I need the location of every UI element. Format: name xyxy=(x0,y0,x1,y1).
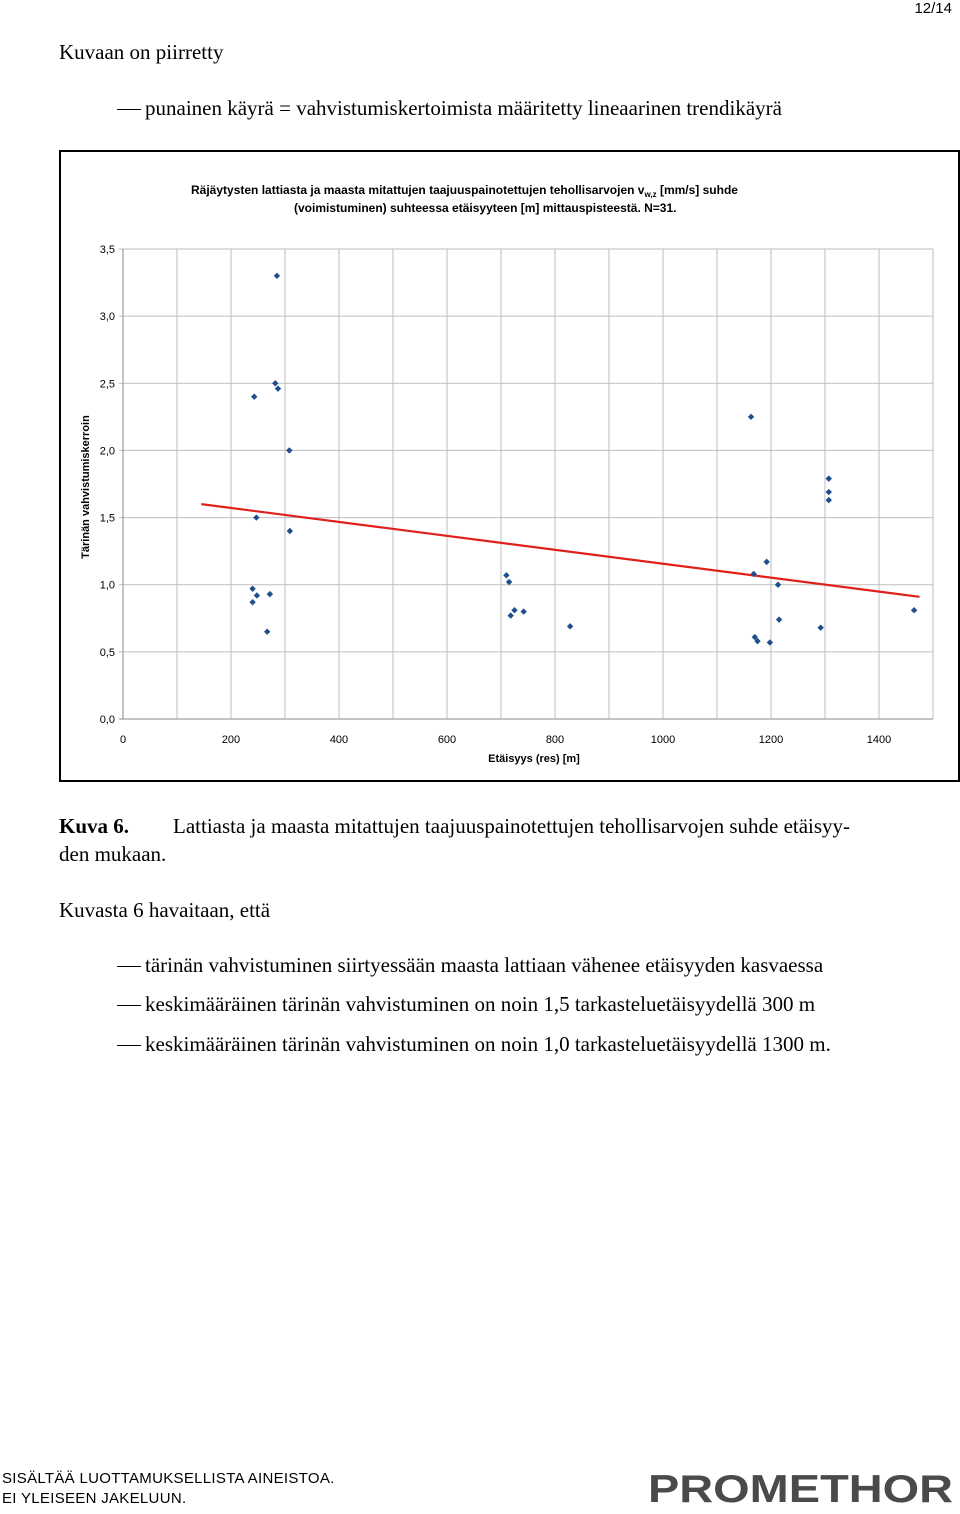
logo-wordmark: PROMETHOR xyxy=(648,1468,953,1508)
footer-line2: EI YLEISEEN JAKELUUN. xyxy=(2,1490,187,1507)
data-point xyxy=(254,592,260,598)
caption-line2: den mukaan. xyxy=(59,842,167,866)
caption-line1: Lattiasta ja maasta mitattujen taajuuspainotettujen tehollisarvojen suhde etäisyy- xyxy=(173,814,851,838)
data-point xyxy=(911,607,917,613)
observation-intro: Kuvasta 6 havaitaan, että xyxy=(59,898,271,922)
data-point xyxy=(763,559,769,565)
list-item-text: keskimääräinen tärinän vahvistuminen on noin 1,5 tarkasteluetäisyydellä 300 m xyxy=(145,992,816,1016)
data-point xyxy=(508,612,514,618)
list-item-text: tärinän vahvistuminen siirtyessään maasta lattiaan vähenee etäisyyden kasvaessa xyxy=(145,953,824,977)
data-point xyxy=(249,599,255,605)
legend-bullet-text: punainen käyrä = vahvistumiskertoimista määritetty lineaarinen trendikäyrä xyxy=(145,96,782,120)
data-point xyxy=(511,607,517,613)
chart-title-subscript: w,z xyxy=(644,190,657,199)
data-point xyxy=(826,475,832,481)
data-point xyxy=(267,591,273,597)
y-tick-label: 3,0 xyxy=(99,311,115,324)
footer-line1: SISÄLTÄÄ LUOTTAMUKSELLISTA AINEISTOA. xyxy=(2,1470,335,1487)
chart-title-suffix: [mm/s] suhde xyxy=(656,183,738,197)
data-point xyxy=(253,514,259,520)
y-tick-label: 2,5 xyxy=(99,378,115,391)
data-point xyxy=(567,623,573,629)
y-tick-label: 0,0 xyxy=(99,714,115,726)
intro-text: Kuvaan on piirretty xyxy=(59,40,224,64)
dash-icon xyxy=(117,966,141,967)
dash-icon xyxy=(117,1005,141,1006)
data-point xyxy=(748,414,754,420)
data-point xyxy=(775,582,781,588)
x-tick-label: 1200 xyxy=(758,734,784,746)
scatter-chart xyxy=(61,152,958,780)
data-point xyxy=(286,447,292,453)
data-point xyxy=(249,586,255,592)
page-number: 12/14 xyxy=(914,0,952,17)
data-point xyxy=(520,608,526,614)
x-tick-label: 1400 xyxy=(866,734,892,746)
axis-ticks xyxy=(100,244,892,746)
list-item-text: keskimääräinen tärinän vahvistuminen on noin 1,0 tarkasteluetäisyydellä 1300 m. xyxy=(145,1032,831,1056)
chart-title-line1 xyxy=(191,183,738,199)
x-tick-label: 800 xyxy=(545,734,565,746)
data-point xyxy=(251,394,257,400)
data-point xyxy=(275,385,281,391)
chart-title-line2: (voimistuminen) suhteessa etäisyyteen [m] mittauspisteestä. N=31. xyxy=(294,201,677,215)
caption-label: Kuva 6. xyxy=(59,814,130,838)
y-tick-label: 2,0 xyxy=(99,445,115,458)
chart-title-prefix: Räjäytysten lattiasta ja maasta mitattujen taajuuspainotettujen tehollisarvojen v xyxy=(191,183,645,197)
y-axis-label: Tärinän vahvistumiskerroin xyxy=(80,415,92,559)
y-tick-label: 0,5 xyxy=(99,646,115,659)
chart-grid xyxy=(119,249,933,719)
y-tick-label: 1,5 xyxy=(99,512,115,525)
promethor-logo xyxy=(648,1468,958,1508)
data-point xyxy=(264,629,270,635)
data-points xyxy=(249,273,917,646)
data-point xyxy=(826,489,832,495)
data-point xyxy=(767,639,773,645)
x-tick-label: 600 xyxy=(437,734,457,746)
x-tick-label: 0 xyxy=(119,734,127,746)
dash-icon xyxy=(117,1045,141,1046)
chart-figure xyxy=(59,150,960,782)
data-point xyxy=(287,528,293,534)
x-axis-label: Etäisyys (res) [m] xyxy=(488,753,580,765)
x-tick-label: 200 xyxy=(221,734,241,746)
data-point xyxy=(503,572,509,578)
x-tick-label: 400 xyxy=(329,734,349,746)
y-tick-label: 1,0 xyxy=(99,579,115,592)
data-point xyxy=(272,380,278,386)
dash-icon xyxy=(117,109,141,110)
data-point xyxy=(274,273,280,279)
data-point xyxy=(817,624,823,630)
y-tick-label: 3,5 xyxy=(99,244,115,256)
x-tick-label: 1000 xyxy=(650,734,676,746)
data-point xyxy=(826,497,832,503)
data-point xyxy=(776,616,782,622)
